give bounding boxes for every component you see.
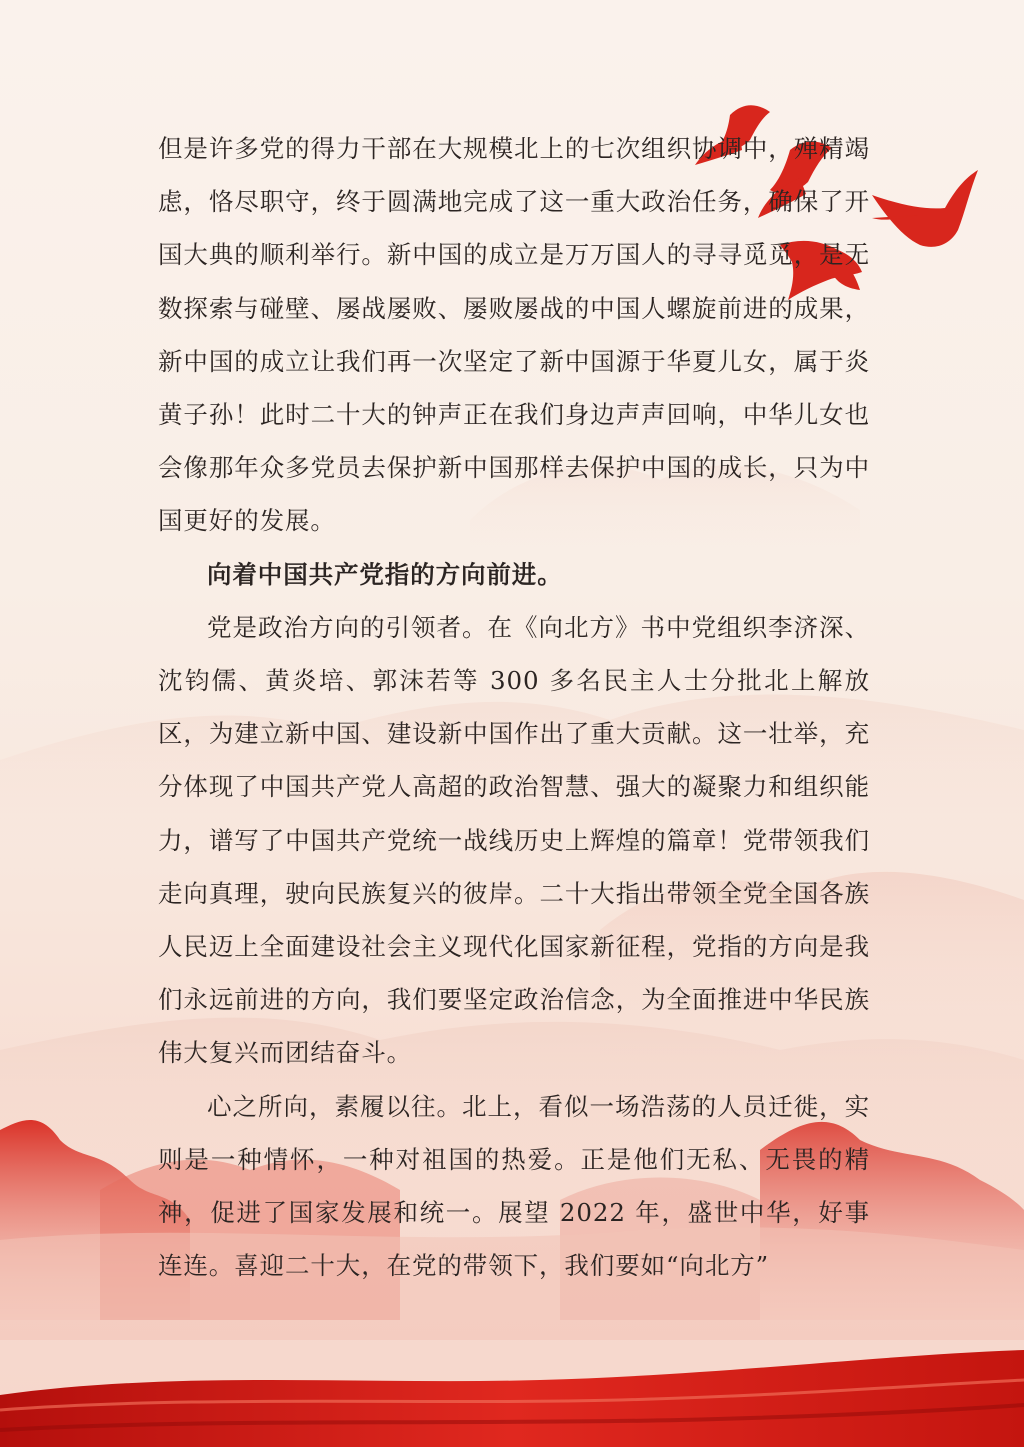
- paragraph-3: 心之所向，素履以往。北上，看似一场浩荡的人员迁徙，实则是一种情怀，一种对祖国的热爱。正是他们无私、无畏的精神，促进了国家发展和统一。展望 2022 年，盛世中华，好事连连。喜迎二十大，在党的带领下，我们要如“向北方”: [158, 1091, 870, 1281]
- red-flag-wave: [0, 1350, 1024, 1447]
- paragraph-1: 但是许多党的得力干部在大规模北上的七次组织协调中，殚精竭虑，恪尽职守，终于圆满地完成了这一重大政治任务，确保了开国大典的顺利举行。新中国的成立是万万国人的寻寻觅觅，是无数探索与碰壁、屡战屡败、屡败屡战的中国人螺旋前进的成果，新中国的成立让我们再一次坚定了新中国源于华夏儿女，属于炎黄子孙！此时二十大的钟声正在我们身边声声回响，中华儿女也会像那年众多党员去保护新中国那样去保护中国的成长，只为中国更好的发展。: [158, 134, 870, 536]
- section-heading: 向着中国共产党指的方向前进。: [207, 559, 563, 589]
- article-body: [158, 122, 870, 1292]
- paragraph-2: 党是政治方向的引领者。在《向北方》书中党组织李济深、沈钧儒、黄炎培、郭沫若等 300 多名民主人士分批北上解放区，为建立新中国、建设新中国作出了重大贡献。这一壮举，充分体现了中国共产党人高超的政治智慧、强大的凝聚力和组织能力，谱写了中国共产党统一战线历史上辉煌的篇章！党带领我们走向真理，驶向民族复兴的彼岸。二十大指出带领全党全国各族人民迈上全面建设社会主义现代化国家新征程，党指的方向是我们永远前进的方向，我们要坚定政治信念，为全面推进中华民族伟大复兴而团结奋斗。: [158, 612, 870, 1068]
